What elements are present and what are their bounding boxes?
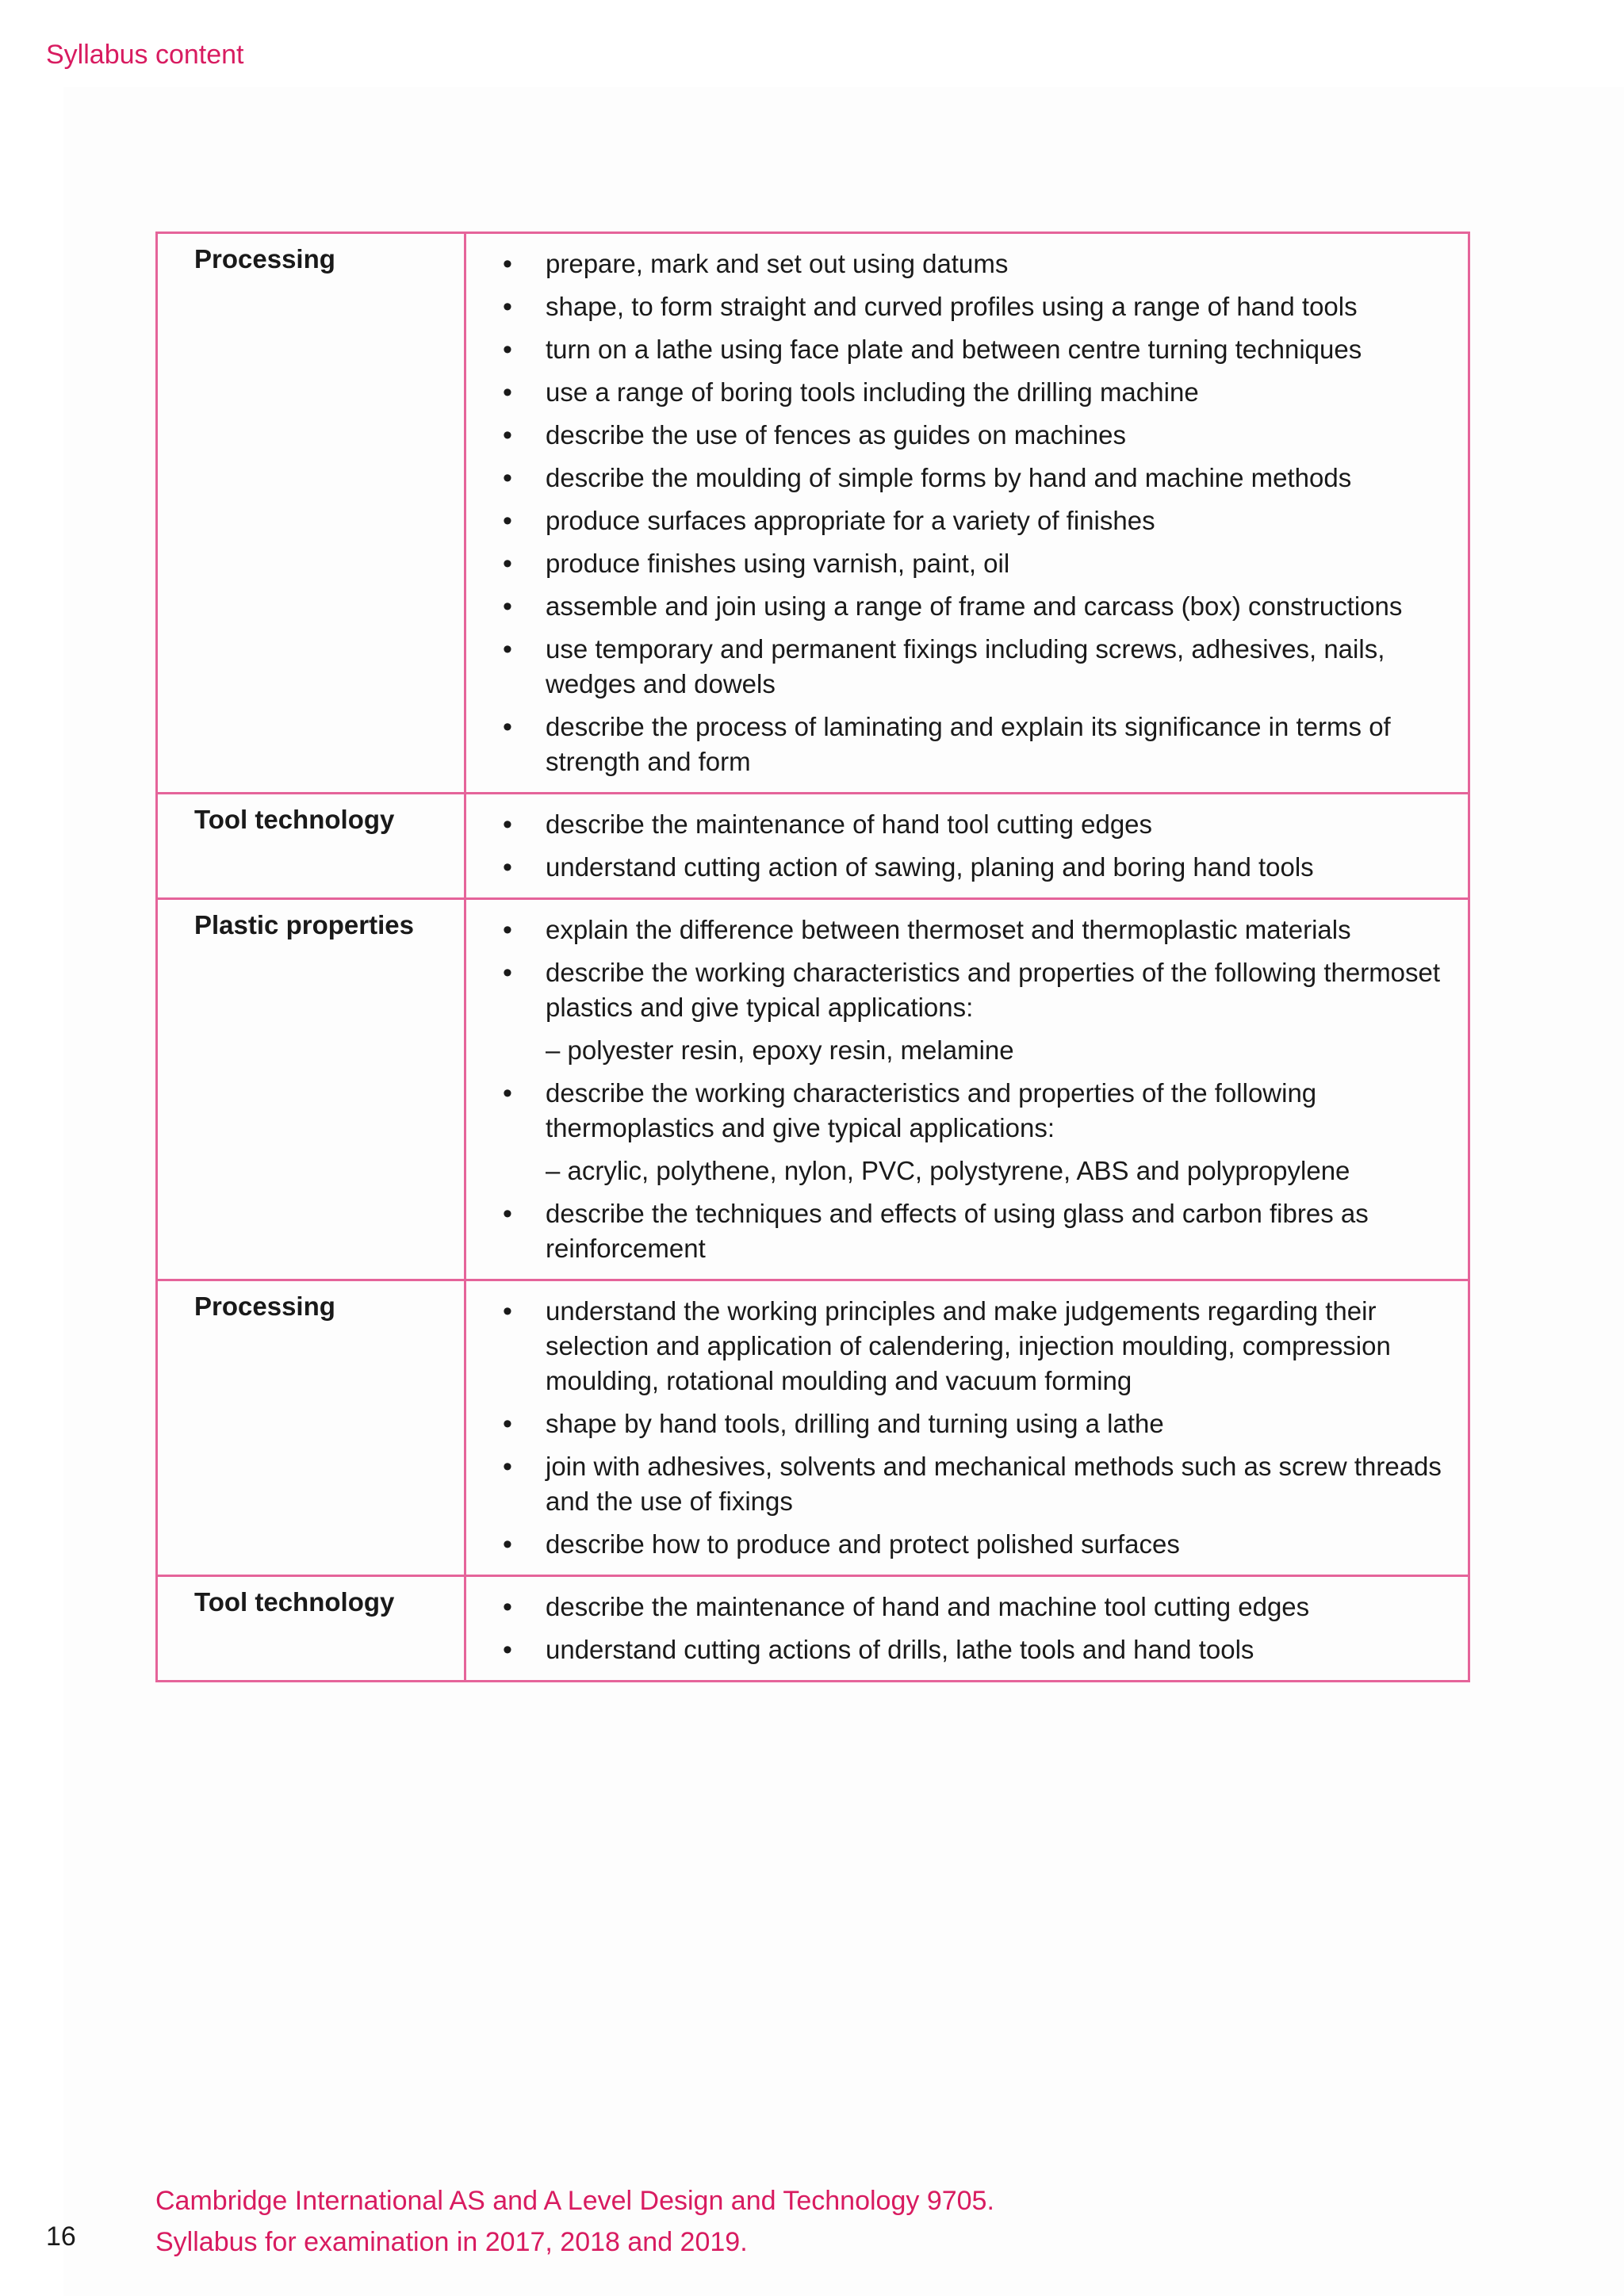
footer-text xyxy=(155,2180,994,2263)
content-cell xyxy=(465,233,1469,794)
topic-cell: Processing xyxy=(157,233,465,794)
list-item-text: join with adhesives, solvents and mechanical methods such as screw threads and the use of fixings xyxy=(546,1452,1442,1516)
list-item xyxy=(503,589,1452,624)
syllabus-table xyxy=(155,232,1470,1682)
list-item xyxy=(503,461,1452,496)
list-item xyxy=(503,1294,1452,1399)
list-item xyxy=(503,418,1452,453)
list-item xyxy=(503,332,1452,367)
list-item-text: understand cutting action of sawing, planing and boring hand tools xyxy=(546,852,1314,882)
list-item-text: turn on a lathe using face plate and between centre turning techniques xyxy=(546,335,1362,364)
page-gutter xyxy=(0,0,63,2296)
content-cell xyxy=(465,899,1469,1280)
content-cell xyxy=(465,1576,1469,1682)
bullet-list xyxy=(503,1294,1452,1562)
sub-item-text: – acrylic, polythene, nylon, PVC, polystyrene, ABS and polypropylene xyxy=(546,1156,1350,1185)
list-item-text: prepare, mark and set out using datums xyxy=(546,249,1009,278)
footer-line-2: Syllabus for examination in 2017, 2018 and 2019. xyxy=(155,2227,748,2257)
list-item xyxy=(503,850,1452,885)
bullet-list xyxy=(503,1590,1452,1667)
page-number: 16 xyxy=(46,2221,76,2252)
list-item-text: understand cutting actions of drills, lathe tools and hand tools xyxy=(546,1635,1254,1664)
list-item-text: produce surfaces appropriate for a variety of finishes xyxy=(546,506,1155,535)
list-item-text: describe the use of fences as guides on machines xyxy=(546,420,1126,450)
list-item xyxy=(503,632,1452,702)
topic-cell: Tool technology xyxy=(157,794,465,899)
list-item xyxy=(503,1449,1452,1519)
list-item-text: describe the working characteristics and properties of the following thermoset plastics and give typical applications: xyxy=(546,958,1441,1022)
list-item-text: describe the working characteristics and properties of the following thermoplastics and give typical applications: xyxy=(546,1078,1317,1142)
list-item xyxy=(503,1076,1452,1188)
list-item-text: describe the moulding of simple forms by hand and machine methods xyxy=(546,463,1352,492)
list-item-text: understand the working principles and make judgements regarding their selection and application of calendering, injection moulding, compression moulding, rotational moulding and vacuum forming xyxy=(546,1296,1391,1395)
list-item-text: produce finishes using varnish, paint, oil xyxy=(546,549,1010,578)
list-item xyxy=(503,247,1452,281)
table-row xyxy=(157,233,1469,794)
list-item-text: explain the difference between thermoset and thermoplastic materials xyxy=(546,915,1351,944)
list-item-text: describe the techniques and effects of using glass and carbon fibres as reinforcement xyxy=(546,1199,1369,1263)
list-item-text: describe the process of laminating and explain its significance in terms of strength and form xyxy=(546,712,1391,776)
list-item xyxy=(503,289,1452,324)
footer-line-1: Cambridge International AS and A Level Design and Technology 9705. xyxy=(155,2186,994,2216)
content-cell xyxy=(465,1280,1469,1576)
content-cell xyxy=(465,794,1469,899)
topic-cell: Plastic properties xyxy=(157,899,465,1280)
list-item-text: describe the maintenance of hand tool cutting edges xyxy=(546,809,1153,839)
list-item-text: describe the maintenance of hand and machine tool cutting edges xyxy=(546,1592,1310,1621)
list-item-text: shape, to form straight and curved profiles using a range of hand tools xyxy=(546,292,1358,321)
section-header: Syllabus content xyxy=(46,40,244,70)
list-item-text: use a range of boring tools including the drilling machine xyxy=(546,377,1199,407)
list-item xyxy=(503,375,1452,410)
list-item-text: use temporary and permanent fixings including screws, adhesives, nails, wedges and dowels xyxy=(546,634,1385,698)
list-item-text: describe how to produce and protect polished surfaces xyxy=(546,1529,1180,1559)
topic-cell: Processing xyxy=(157,1280,465,1576)
bullet-list xyxy=(503,913,1452,1266)
sub-item-text: – polyester resin, epoxy resin, melamine xyxy=(546,1035,1014,1065)
list-item xyxy=(503,1527,1452,1562)
list-item xyxy=(503,807,1452,842)
list-item-text: shape by hand tools, drilling and turning using a lathe xyxy=(546,1409,1164,1438)
table-row xyxy=(157,899,1469,1280)
list-item xyxy=(503,1590,1452,1624)
list-item xyxy=(503,955,1452,1068)
table-row xyxy=(157,1576,1469,1682)
list-item xyxy=(503,546,1452,581)
list-item xyxy=(503,1632,1452,1667)
bullet-list xyxy=(503,247,1452,779)
list-item xyxy=(503,1406,1452,1441)
list-item xyxy=(503,503,1452,538)
bullet-list xyxy=(503,807,1452,885)
list-item xyxy=(503,710,1452,779)
table-row xyxy=(157,794,1469,899)
list-item xyxy=(503,1196,1452,1266)
table-row xyxy=(157,1280,1469,1576)
list-item-text: assemble and join using a range of frame and carcass (box) constructions xyxy=(546,591,1403,621)
list-item xyxy=(503,913,1452,947)
topic-cell: Tool technology xyxy=(157,1576,465,1682)
